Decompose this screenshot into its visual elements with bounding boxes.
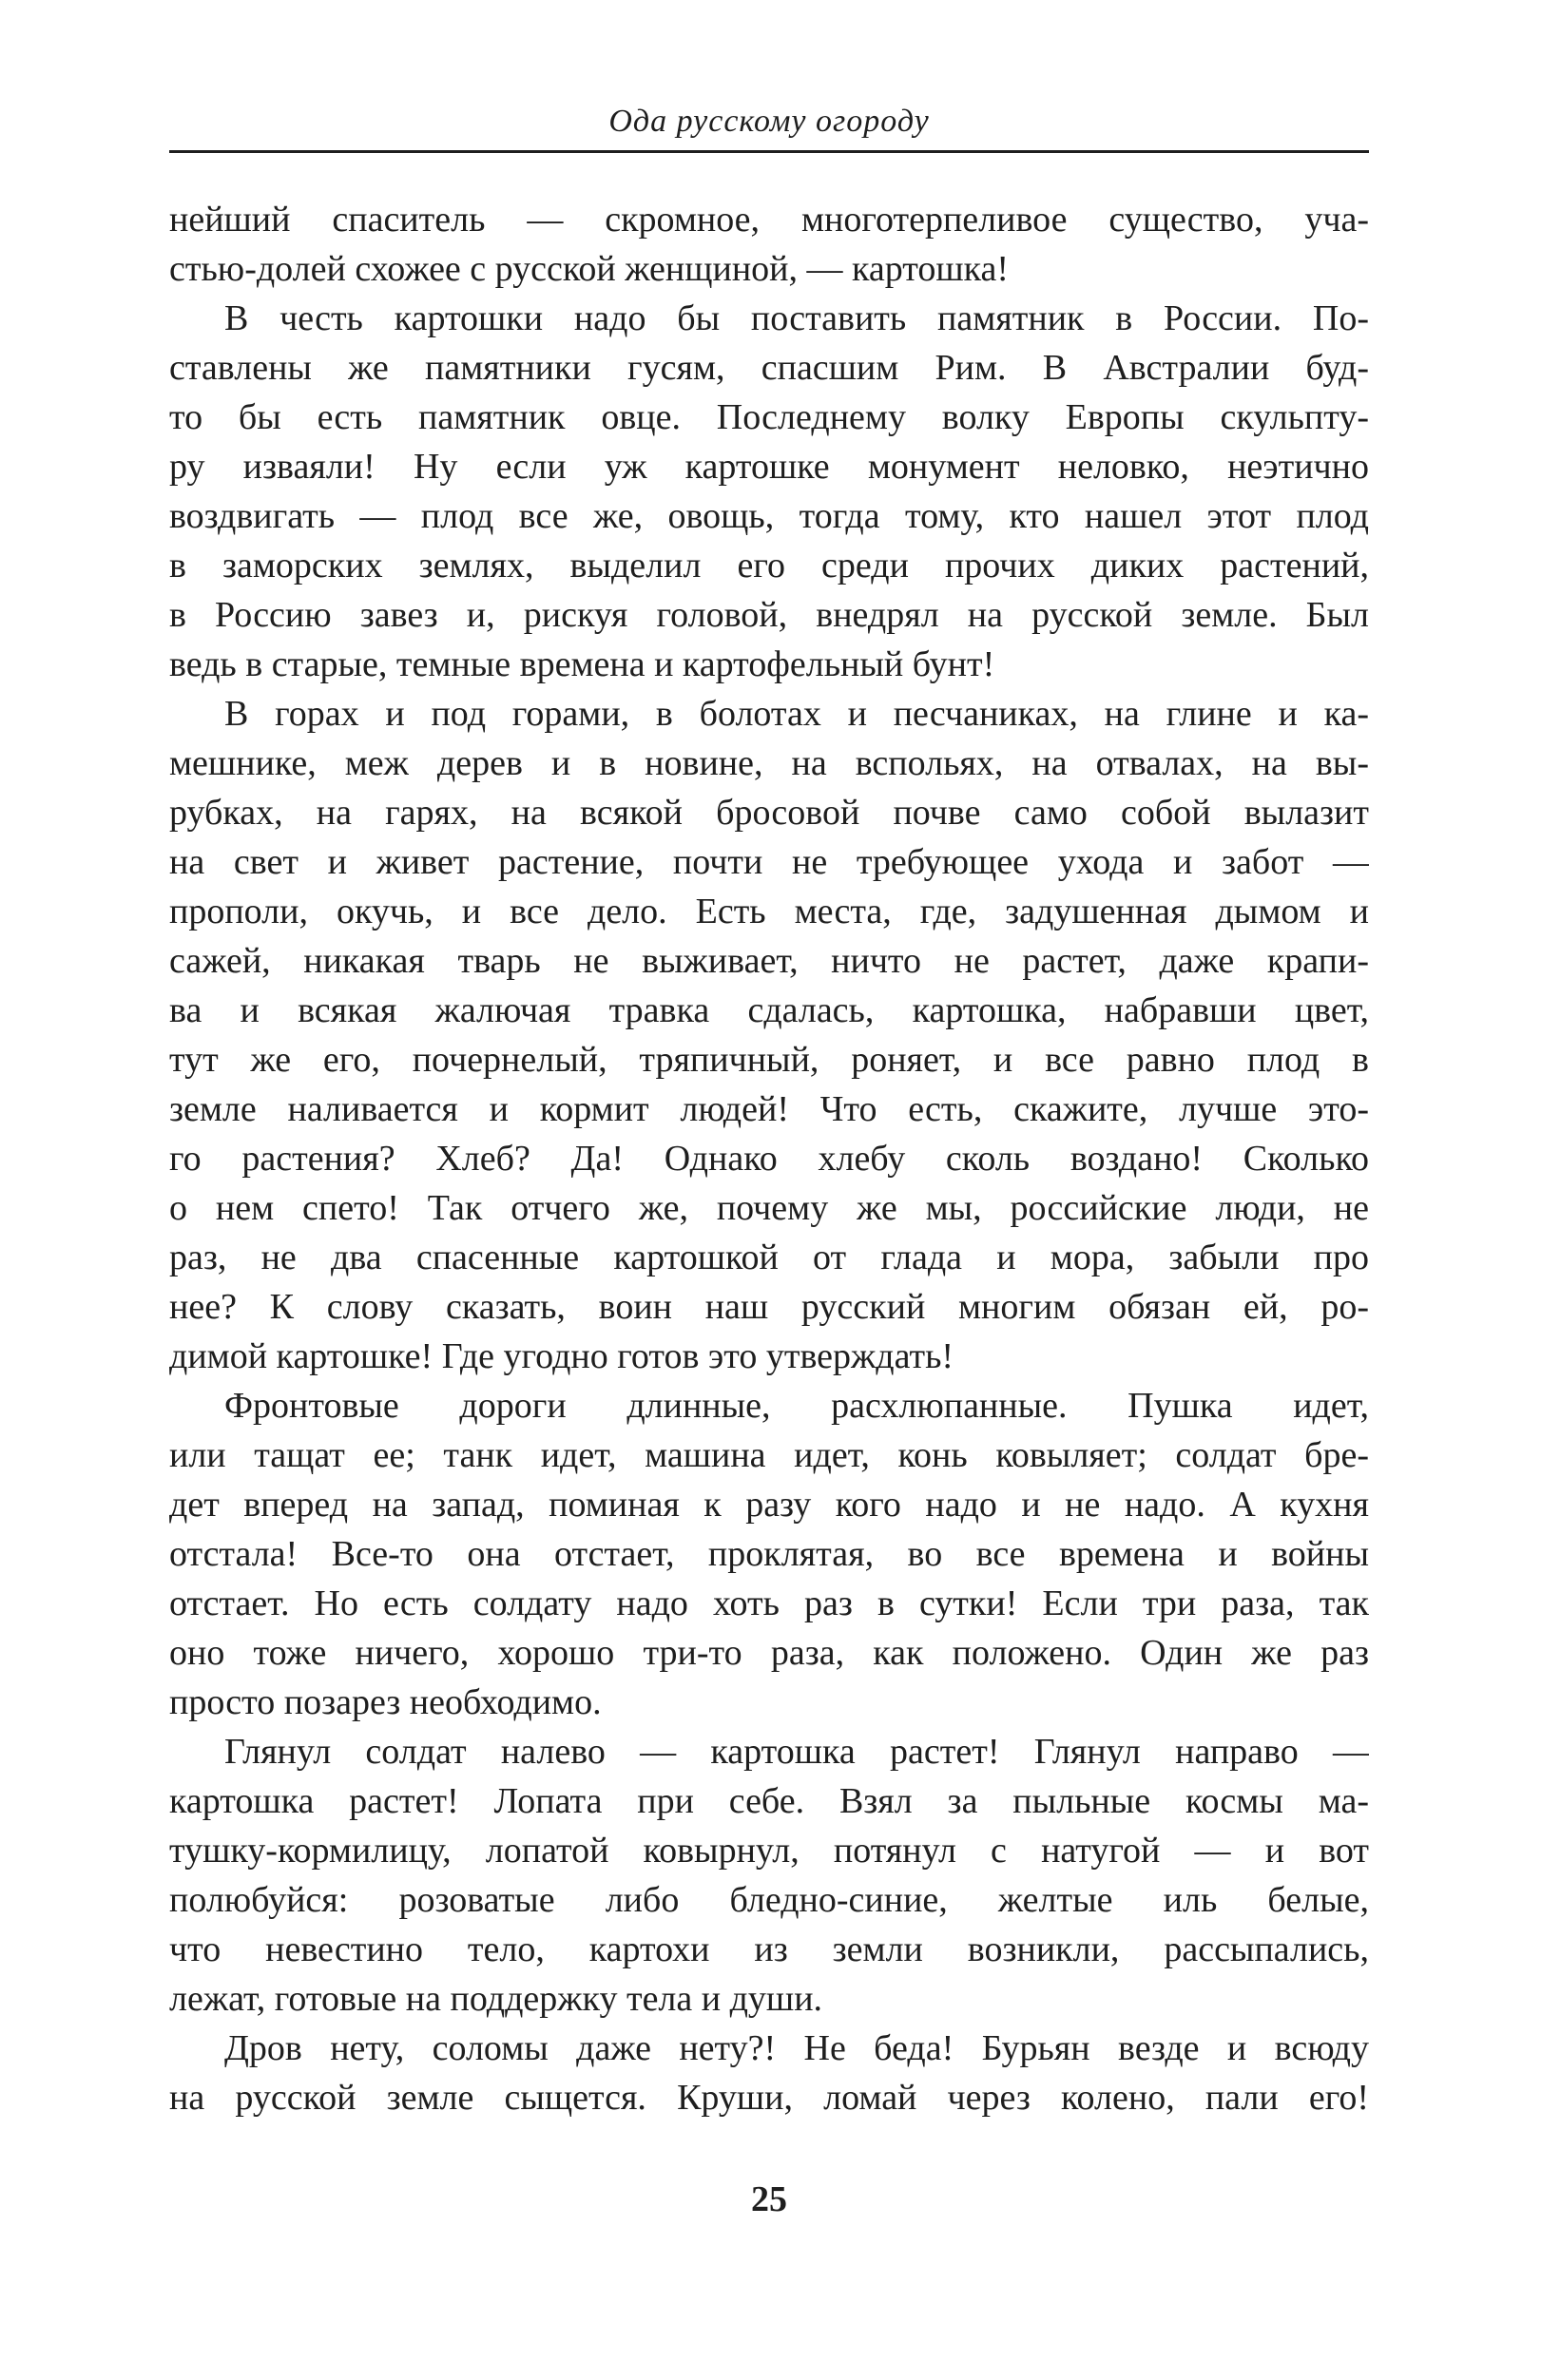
text-line: Фронтовые дороги длинные, расхлюпанные. Пушка идет, bbox=[224, 1386, 1369, 1426]
text-line: на русской земле сыщется. Круши, ломай через колено, пали его! bbox=[169, 2078, 1369, 2118]
text-line: стью-долей схожее с русской женщиной, — картошка! bbox=[169, 249, 1010, 289]
text-line: В честь картошки надо бы поставить памятник в России. По- bbox=[224, 298, 1369, 338]
running-head: Ода русскому огороду bbox=[608, 104, 930, 139]
text-line: Дров нету, соломы даже нету?! Не беда! Бурьян везде и всюду bbox=[224, 2028, 1369, 2068]
text-line: отстала! Все-то она отстает, проклятая, во все времена и войны bbox=[169, 1534, 1369, 1574]
text-line: что невестино тело, картохи из земли возникли, рассыпались, bbox=[169, 1929, 1369, 1969]
text-line: картошка растет! Лопата при себе. Взял за пыльные космы ма- bbox=[169, 1781, 1369, 1821]
text-line: тушку-кормилицу, лопатой ковырнул, потянул с натугой — и вот bbox=[169, 1831, 1369, 1871]
text-line: на свет и живет растение, почти не требующее ухода и забот — bbox=[169, 842, 1369, 882]
text-line: оно тоже ничего, хорошо три-то раза, как положено. Один же раз bbox=[169, 1633, 1369, 1673]
text-line: полюбуйся: розоватые либо бледно-синие, желтые иль белые, bbox=[169, 1880, 1369, 1920]
body-text bbox=[169, 195, 1369, 2122]
text-line: ставлены же памятники гусям, спасшим Рим. В Австралии буд- bbox=[169, 348, 1369, 388]
text-line: лежат, готовые на поддержку тела и души. bbox=[169, 1979, 823, 2019]
text-line: нее? К слову сказать, воин наш русский многим обязан ей, ро- bbox=[169, 1287, 1369, 1327]
text-line: отстает. Но есть солдату надо хоть раз в сутки! Если три раза, так bbox=[169, 1583, 1369, 1623]
text-line: в Россию завез и, рискуя головой, внедрял на русской земле. Был bbox=[169, 595, 1369, 635]
text-line: Глянул солдат налево — картошка растет! Глянул направо — bbox=[224, 1732, 1369, 1772]
text-line: ру изваяли! Ну если уж картошке монумент неловко, неэтично bbox=[169, 447, 1369, 487]
text-line: то бы есть памятник овце. Последнему волку Европы скульпту- bbox=[169, 397, 1369, 437]
text-line: мешнике, меж дерев и в новине, на вспольях, на отвалах, на вы- bbox=[169, 743, 1369, 783]
text-line: в заморских землях, выделил его среди прочих диких растений, bbox=[169, 546, 1369, 585]
text-line: сажей, никакая тварь не выживает, ничто не растет, даже крапи- bbox=[169, 941, 1369, 981]
text-line: о нем спето! Так отчего же, почему же мы, российские люди, не bbox=[169, 1188, 1369, 1228]
text-line: В горах и под горами, в болотах и песчаниках, на глине и ка- bbox=[224, 694, 1369, 734]
text-line: прополи, окучь, и все дело. Есть места, где, задушенная дымом и bbox=[169, 892, 1369, 931]
text-line: тут же его, почернелый, тряпичный, роняет, и все равно плод в bbox=[169, 1040, 1369, 1080]
text-line: ва и всякая жалючая травка сдалась, картошка, набравши цвет, bbox=[169, 990, 1369, 1030]
text-line: дет вперед на запад, поминая к разу кого надо и не надо. А кухня bbox=[169, 1485, 1369, 1525]
text-line: просто позарез необходимо. bbox=[169, 1682, 602, 1722]
text-line: димой картошке! Где угодно готов это утверждать! bbox=[169, 1336, 954, 1376]
text-line: нейший спаситель — скромное, многотерпеливое существо, уча- bbox=[169, 200, 1369, 240]
text-line: го растения? Хлеб? Да! Однако хлебу сколь воздано! Сколько bbox=[169, 1139, 1369, 1179]
page-number: 25 bbox=[751, 2179, 787, 2219]
text-line: раз, не два спасенные картошкой от глада и мора, забыли про bbox=[169, 1238, 1369, 1277]
text-line: земле наливается и кормит людей! Что есть, скажите, лучше это- bbox=[169, 1089, 1369, 1129]
text-line: или тащат ее; танк идет, машина идет, конь ковыляет; солдат бре- bbox=[169, 1435, 1369, 1475]
text-line: рубках, на гарях, на всякой бросовой почве само собой вылазит bbox=[169, 793, 1369, 833]
header-rule bbox=[169, 150, 1369, 153]
text-line: воздвигать — плод все же, овощь, тогда тому, кто нашел этот плод bbox=[169, 496, 1369, 536]
text-line: ведь в старые, темные времена и картофельный бунт! bbox=[169, 644, 995, 684]
